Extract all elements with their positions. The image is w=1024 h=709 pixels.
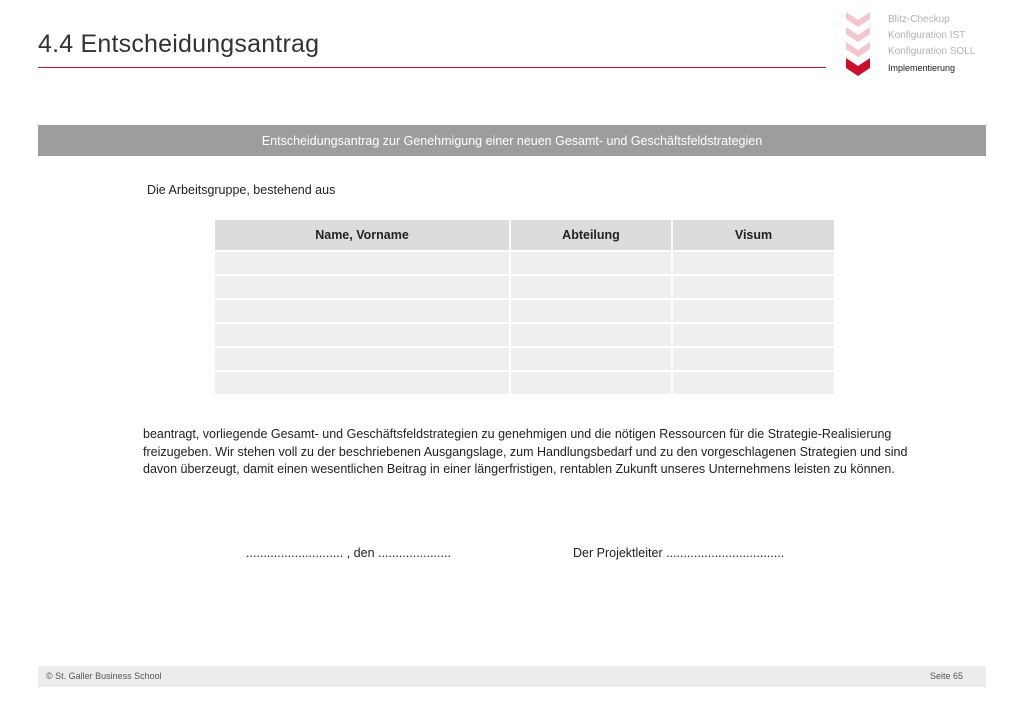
name-cell[interactable]	[214, 371, 510, 395]
title-divider	[38, 67, 826, 68]
nav-item-konfiguration-soll[interactable]: Konfiguration SOLL	[888, 46, 976, 57]
chevron-down-icon	[844, 8, 872, 80]
column-header-visum: Visum	[672, 219, 835, 251]
name-cell[interactable]	[214, 251, 510, 275]
visum-cell[interactable]	[672, 275, 835, 299]
table-row	[214, 347, 835, 371]
page-number: Seite 65	[929, 671, 963, 681]
members-table	[213, 218, 836, 396]
column-header-name: Name, Vorname	[214, 219, 510, 251]
abteilung-cell[interactable]	[510, 371, 672, 395]
table-header-row	[214, 219, 835, 251]
footer-copyright: © St. Galler Business School	[46, 671, 162, 681]
abteilung-cell[interactable]	[510, 275, 672, 299]
footer-bar	[38, 666, 986, 687]
request-body-text: beantragt, vorliegende Gesamt- und Geschäftsfeldstrategien zu genehmigen und die nötigen Ressourcen für die Strategie-Realisierung freizugeben. Wir stehen voll zu der beschriebenen Ausgangslage, zum Handlungsbedarf und zu den vorgeschlagenen Strategien und sind davon überzeugt, damit einen wesentlichen Beitrag in einer längerfristigen, rentablen Zukunft unseres Unternehmens leisten zu können.	[143, 427, 908, 476]
intro-text: Die Arbeitsgruppe, bestehend aus	[147, 183, 336, 197]
name-cell[interactable]	[214, 275, 510, 299]
name-cell[interactable]	[214, 347, 510, 371]
visum-cell[interactable]	[672, 323, 835, 347]
visum-cell[interactable]	[672, 299, 835, 323]
abteilung-cell[interactable]	[510, 347, 672, 371]
nav-item-implementierung[interactable]: Implementierung	[888, 63, 956, 73]
abteilung-cell[interactable]	[510, 323, 672, 347]
nav-item-konfiguration-ist[interactable]: Konfiguration IST	[888, 30, 966, 41]
abteilung-cell[interactable]	[510, 299, 672, 323]
banner-text: Entscheidungsantrag zur Genehmigung einer neuen Gesamt- und Geschäftsfeldstrategien	[261, 133, 763, 148]
table-row	[214, 275, 835, 299]
page-title: 4.4 Entscheidungsantrag	[38, 30, 320, 58]
name-cell[interactable]	[214, 323, 510, 347]
section-banner	[38, 125, 986, 156]
table-row	[214, 299, 835, 323]
process-navigation	[888, 12, 975, 76]
visum-cell[interactable]	[672, 371, 835, 395]
visum-cell[interactable]	[672, 347, 835, 371]
table-row	[214, 251, 835, 275]
table-row	[214, 371, 835, 395]
project-lead-signature-line: Der Projektleiter ..................................	[573, 546, 785, 560]
column-header-abteilung: Abteilung	[510, 219, 672, 251]
visum-cell[interactable]	[672, 251, 835, 275]
place-date-line: ............................ , den .....................	[246, 546, 451, 560]
abteilung-cell[interactable]	[510, 251, 672, 275]
nav-item-blitz-checkup[interactable]: Blitz-Checkup	[888, 14, 950, 25]
name-cell[interactable]	[214, 299, 510, 323]
table-row	[214, 323, 835, 347]
